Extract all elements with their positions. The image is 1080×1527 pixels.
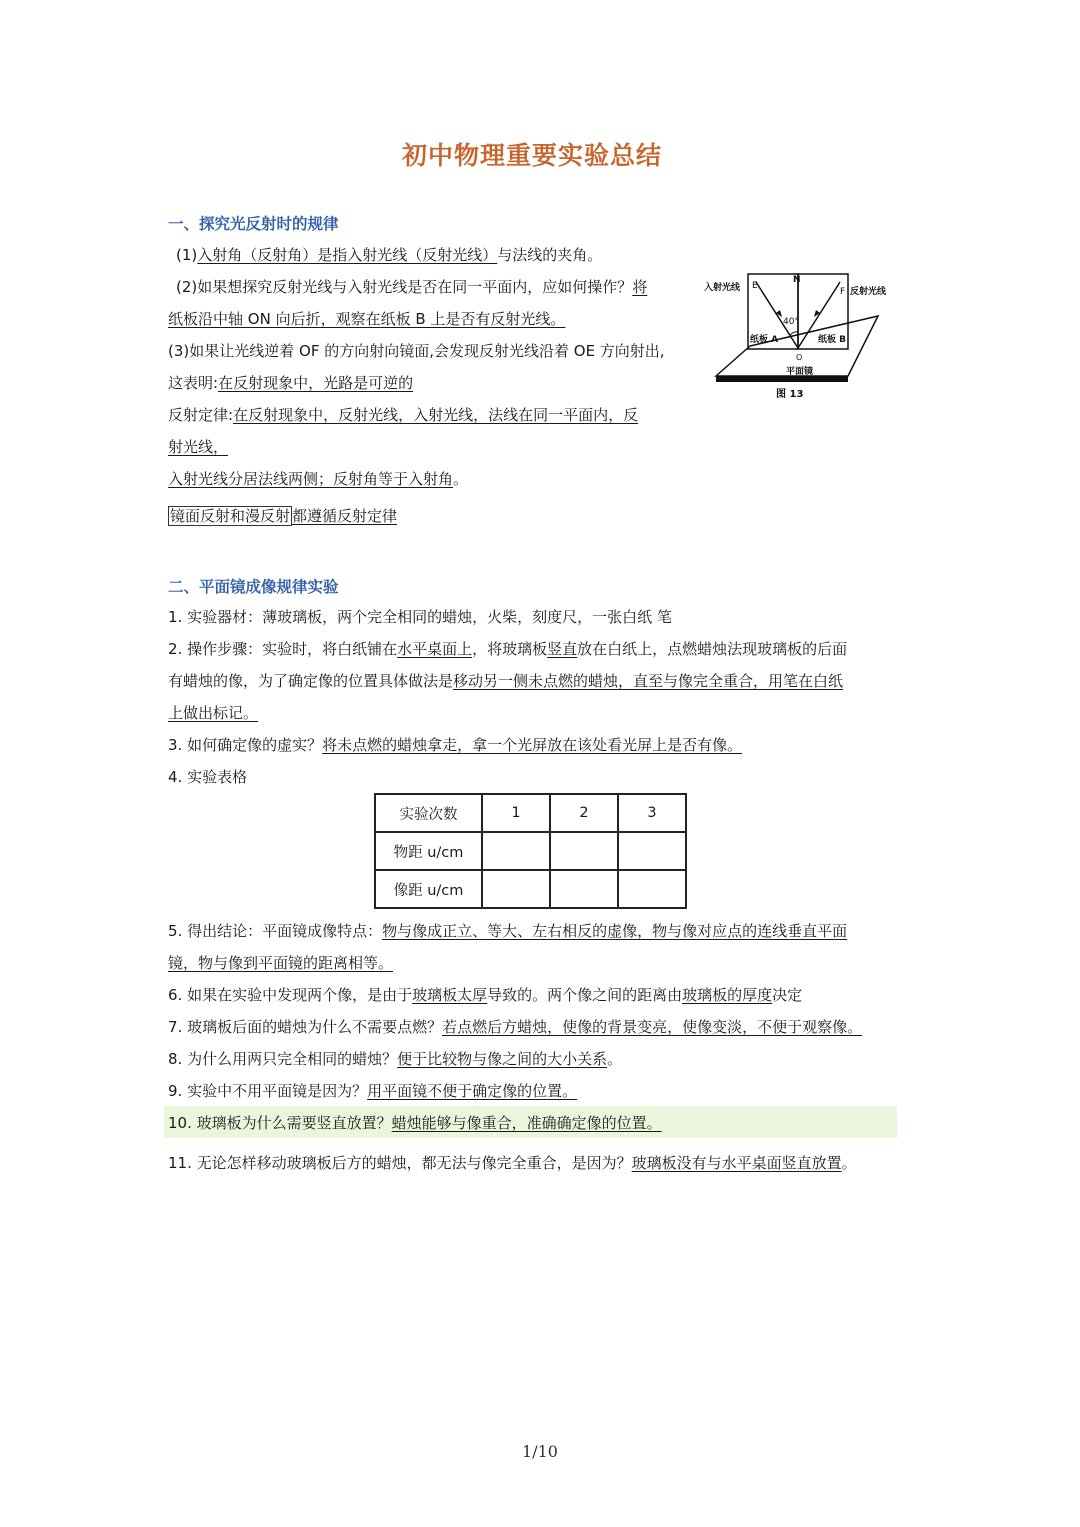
underlined-answer: 入射角（反射角）是指入射光线（反射光线） (197, 246, 498, 264)
text-line (168, 309, 565, 329)
incident-label: 入射光线 (704, 283, 741, 293)
table-cell (618, 870, 686, 908)
mirror-edge (716, 376, 848, 382)
reflection-diagram (700, 268, 900, 408)
table-cell: 实验次数 (375, 794, 482, 832)
text-fragment: 2. 操作步骤：实验时，将白纸铺在 (168, 640, 398, 658)
board-b-label: 纸板 B (818, 335, 846, 345)
text-line (168, 1017, 862, 1037)
text-line (168, 405, 638, 425)
text-fragment: 放在白纸上，点燃蜡烛法现玻璃板的后面 (577, 640, 848, 658)
section-heading-plane-mirror: 二、平面镜成像规律实验 (168, 578, 339, 596)
underlined-answer: 移动另一侧未点燃的蜡烛，直至与像完全重合，用笔在白纸 (453, 672, 844, 690)
text-fragment: (2)如果想探究反射光线与入射光线是否在同一平面内，应如何操作？ (176, 278, 633, 296)
table-cell (618, 832, 686, 870)
text-line (168, 1081, 577, 1101)
underlined-answer: 若点燃后方蜡烛，使像的背景变亮，使像变淡，不便于观察像。 (442, 1018, 863, 1036)
text-line (168, 735, 742, 755)
underlined-answer: 纸板沿中轴 ON 向后折，观察在纸板 B 上是否有反射光线。 (168, 310, 566, 328)
text-line (168, 341, 665, 361)
text-line (168, 953, 393, 973)
text-fragment: 与法线的夹角。 (497, 246, 603, 264)
table-row (375, 832, 686, 870)
text-fragment: 5. 得出结论：平面镜成像特点： (168, 922, 383, 940)
underlined-answer: 玻璃板没有与水平桌面竖直放置 (631, 1154, 842, 1172)
table-cell: 像距 u/cm (375, 870, 482, 908)
text-line (176, 277, 647, 297)
figure-caption: 图 13 (776, 389, 804, 400)
text-line (168, 921, 847, 941)
underlined-answer: 蜡烛能够与像重合，准确确定像的位置。 (391, 1114, 662, 1132)
point-n-label: N (793, 275, 801, 285)
underlined-answer: 将 (632, 278, 648, 296)
text-fragment: (1) (176, 246, 198, 264)
text-fragment: 这表明: (168, 374, 219, 392)
text-line-highlighted (168, 1113, 662, 1133)
text-line (168, 1049, 622, 1069)
table-cell (550, 832, 618, 870)
text-line (168, 437, 228, 457)
text-line (168, 1153, 857, 1173)
underlined-answer: 玻璃板的厚度 (682, 986, 773, 1004)
underlined-answer: 都遵循反射定律 (292, 507, 398, 525)
underlined-answer: 入射光线分居法线两侧；反射角等于入射角 (168, 470, 454, 488)
text-fragment: 10. 玻璃板为什么需要竖直放置？ (168, 1114, 392, 1132)
underlined-answer: 物与像成正立、等大、左右相反的虚像，物与像对应点的连线垂直平面 (382, 922, 848, 940)
text-fragment: 4. 实验表格 (168, 768, 248, 786)
text-fragment: 导致的。两个像之间的距离由 (487, 986, 683, 1004)
experiment-table (374, 793, 687, 909)
text-line (168, 671, 843, 691)
underlined-answer: 用平面镜不便于确定像的位置。 (367, 1082, 578, 1100)
underlined-answer: 上做出标记。 (168, 704, 259, 722)
board-a-label: 纸板 A (750, 335, 779, 345)
text-fragment: 11. 无论怎样移动玻璃板后方的蜡烛，都无法与像完全重合，是因为？ (168, 1154, 632, 1172)
reflected-label: 反射光线 (850, 287, 887, 297)
text-fragment: 6. 如果在实验中发现两个像，是由于 (168, 986, 413, 1004)
angle-label: 40° (783, 317, 799, 327)
underlined-answer: 在反射现象中，反射光线，入射光线，法线在同一平面内，反 (233, 406, 639, 424)
table-cell: 1 (482, 794, 550, 832)
underlined-answer: 镜，物与像到平面镜的距离相等。 (168, 954, 394, 972)
underlined-answer: 将未点燃的蜡烛拿走，拿一个光屏放在该处看光屏上是否有像。 (322, 736, 743, 754)
text-line (168, 767, 247, 787)
table-header-row (375, 794, 686, 832)
page-title: 初中物理重要实验总结 (401, 141, 662, 170)
text-fragment: 有蜡烛的像，为了确定像的位置具体做法是 (168, 672, 454, 690)
text-fragment: 1. 实验器材：薄玻璃板，两个完全相同的蜡烛，火柴，刻度尺，一张白纸 笔 (168, 608, 672, 626)
underlined-answer: 竖直 (547, 640, 578, 658)
page-number: 1/10 (522, 1442, 558, 1461)
section-heading-reflection: 一、探究光反射时的规律 (168, 215, 339, 233)
table-cell (482, 870, 550, 908)
text-fragment: 。 (453, 470, 469, 488)
underlined-answer: 水平桌面上 (397, 640, 473, 658)
text-line (168, 506, 397, 526)
text-line (168, 469, 468, 489)
table-cell: 2 (550, 794, 618, 832)
table-cell (482, 832, 550, 870)
text-fragment: 。 (841, 1154, 857, 1172)
text-fragment: 8. 为什么用两只完全相同的蜡烛？ (168, 1050, 398, 1068)
table-row (375, 870, 686, 908)
underlined-answer: 便于比较物与像之间的大小关系 (397, 1050, 608, 1068)
text-fragment: 反射定律: (168, 406, 234, 424)
mirror-label: 平面镜 (786, 367, 814, 377)
text-line (168, 373, 413, 393)
boxed-term: 镜面反射和漫反射 (170, 507, 291, 525)
underlined-answer: 射光线， (168, 438, 229, 456)
table-cell: 物距 u/cm (375, 832, 482, 870)
table-cell: 3 (618, 794, 686, 832)
text-fragment: ，将玻璃板 (472, 640, 548, 658)
text-fragment: 7. 玻璃板后面的蜡烛为什么不需要点燃？ (168, 1018, 443, 1036)
table-cell (550, 870, 618, 908)
point-f-label: F (840, 287, 846, 297)
underlined-answer: 在反射现象中，光路是可逆的 (218, 374, 414, 392)
text-line (168, 639, 847, 659)
text-line (168, 607, 672, 627)
point-o-label: O (796, 353, 803, 362)
text-line (168, 703, 258, 723)
text-fragment: 9. 实验中不用平面镜是因为？ (168, 1082, 368, 1100)
text-fragment: 决定 (772, 986, 803, 1004)
point-e-label: E (752, 281, 758, 291)
text-line (168, 985, 802, 1005)
underlined-answer: 玻璃板太厚 (412, 986, 488, 1004)
text-fragment: (3)如果让光线逆着 OF 的方向射向镜面,会发现反射光线沿着 OE 方向射出, (168, 342, 665, 360)
text-line (176, 245, 602, 265)
text-fragment: 。 (607, 1050, 623, 1068)
text-fragment: 3. 如何确定像的虚实？ (168, 736, 323, 754)
